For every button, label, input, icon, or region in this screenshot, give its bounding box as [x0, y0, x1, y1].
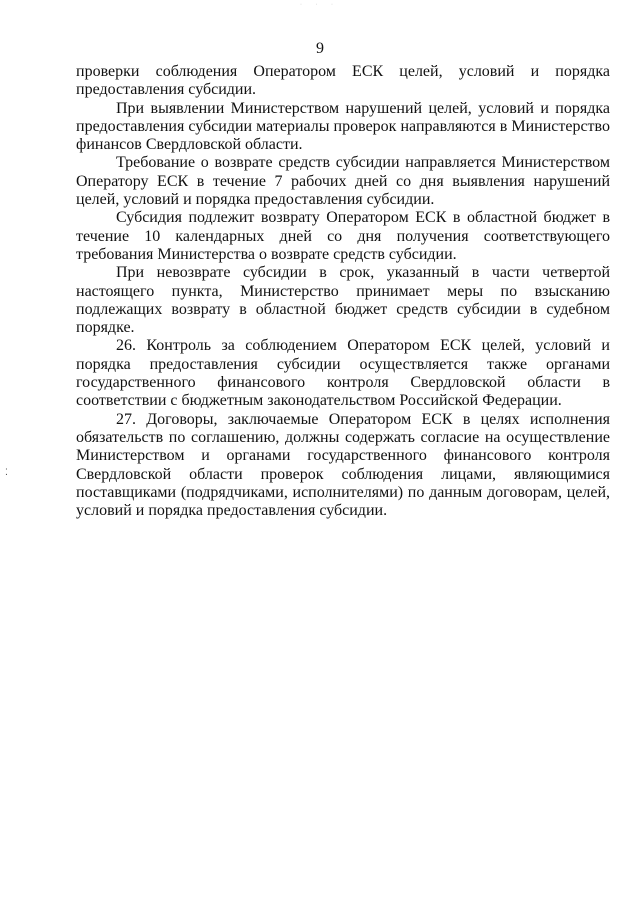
paragraph: При выявлении Министерством нарушений целей, условий и порядка предоставления субсидии материалы проверок направляются в Министерство финансов Свердловской области. — [76, 99, 610, 154]
paragraph: При невозврате субсидии в срок, указанный в части четвертой настоящего пункта, Министерство принимает меры по взысканию подлежащих возврату в областной бюджет средств субсидии в судебном порядке. — [76, 264, 610, 337]
scan-artifact: · · · — [300, 2, 339, 8]
scan-margin-mark: ⁚ — [5, 467, 8, 477]
document-body — [76, 63, 610, 520]
paragraph-clause-27: 27. Договоры, заключаемые Оператором ЕСК в целях исполнения обязательств по соглашению, должны содержать согласие на осуществление Министерством и органами государственного финансового контроля Свердловской области проверок соблюдения лицами, являющимися поставщиками (подрядчиками, исполнителями) по данным договорам, целей, условий и порядка предоставления субсидии. — [76, 410, 610, 520]
paragraph: Субсидия подлежит возврату Оператором ЕСК в областной бюджет в течение 10 календарных дней со дня получения соответствующего требования Министерства о возврате средств субсидии. — [76, 209, 610, 263]
paragraph: проверки соблюдения Оператором ЕСК целей, условий и порядка предоставления субсидии. — [76, 63, 610, 99]
paragraph-clause-26: 26. Контроль за соблюдением Оператором ЕСК целей, условий и порядка предоставления субсидии осуществляется также органами государственного финансового контроля Свердловской области в соответствии с бюджетным законодательством Российской Федерации. — [76, 337, 610, 410]
paragraph: Требование о возврате средств субсидии направляется Министерством Оператору ЕСК в течение 7 рабочих дней со дня выявления нарушений целей, условий и порядка предоставления субсидии. — [76, 154, 610, 209]
page-number: 9 — [316, 40, 324, 57]
